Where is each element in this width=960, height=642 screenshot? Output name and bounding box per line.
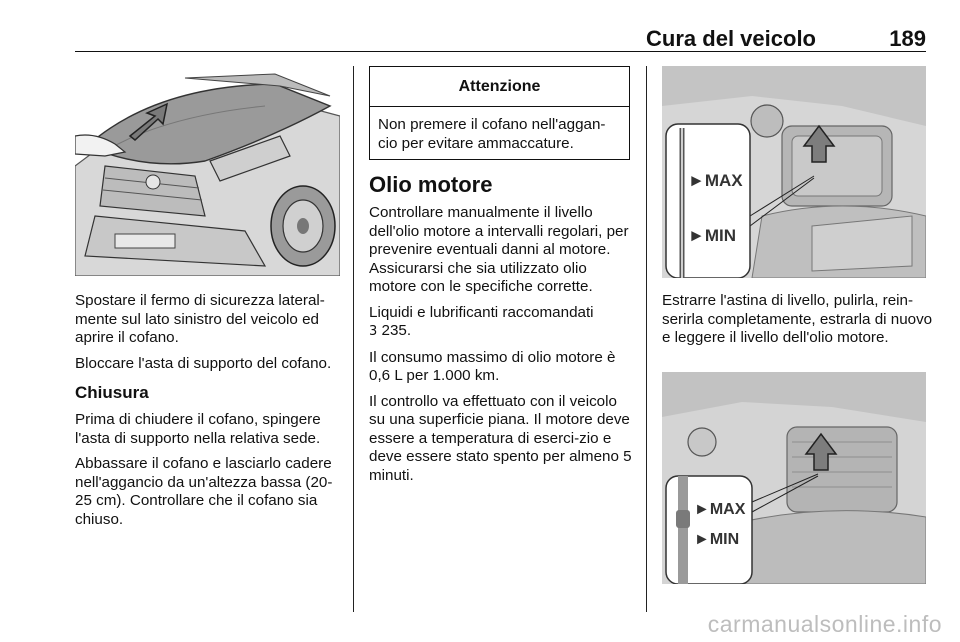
dipstick-instruction: Estrarre l'astina di livello, pulirla, rein-serirla completamente, estrarla di nuovo e leggere il livello dell'olio motore. <box>662 292 933 346</box>
page-number: 189 <box>889 26 926 51</box>
lock-support-rod-instruction: Bloccare l'asta di supporto del cofano. <box>75 354 332 372</box>
column-3-text <box>662 292 934 355</box>
header-rule <box>75 51 926 52</box>
column-2 <box>369 66 634 492</box>
fluids-reference <box>369 304 634 342</box>
dipstick-illustration-2 <box>662 372 926 584</box>
max-label-2: ►MAX <box>694 501 746 518</box>
oil-check-conditions: Il controllo va effettuato con il veicolo su una superficie piana. Il motore deve essere a temperatura di eserci-zio e deve essere stato spento per almeno 5 minuti. <box>369 392 632 484</box>
section-title: Cura del veicolo <box>646 26 816 51</box>
watermark: carmanualsonline.info <box>707 611 942 637</box>
oil-consumption: Il consumo massimo di olio motore è 0,6 L per 1.000 km. <box>369 348 616 384</box>
column-divider-1 <box>353 66 354 612</box>
min-label-2: ►MIN <box>694 531 740 548</box>
hood-illustration <box>75 66 340 276</box>
min-label: ►MIN <box>688 226 736 245</box>
warning-box <box>369 66 630 160</box>
column-divider-2 <box>646 66 647 612</box>
closing-heading: Chiusura <box>75 383 149 402</box>
engine-oil-heading: Olio motore <box>369 172 493 197</box>
page-ref-symbol: 3 <box>369 324 378 339</box>
page-ref-link[interactable]: 235. <box>381 322 412 339</box>
close-step-1: Prima di chiudere il cofano, spingere l'asta di supporto nella relativa sede. <box>75 411 321 447</box>
dipstick-illustration-1 <box>662 66 926 278</box>
oil-check-intro: Controllare manualmente il livello dell'olio motore a intervalli regolari, per prevenire eventuali danni al motore. Assicurarsi che sia utilizzato olio motore con le specifiche corrette. <box>369 204 629 295</box>
hood-open-instruction: Spostare il fermo di sicurezza lateral-mente sul lato sinistro del veicolo ed aprire il cofano. <box>75 292 325 346</box>
warning-title: Attenzione <box>370 67 629 107</box>
fluids-reference-text: Liquidi e lubrificanti raccomandati <box>369 303 594 321</box>
max-label: ►MAX <box>688 171 743 190</box>
close-step-2: Abbassare il cofano e lasciarlo cadere nell'aggancio da un'altezza bassa (20-25 cm). Controllare che il cofano sia chiuso. <box>75 455 333 528</box>
warning-text: Non premere il cofano nell'aggan-cio per evitare ammaccature. <box>378 116 606 152</box>
column-1-text <box>75 292 345 536</box>
